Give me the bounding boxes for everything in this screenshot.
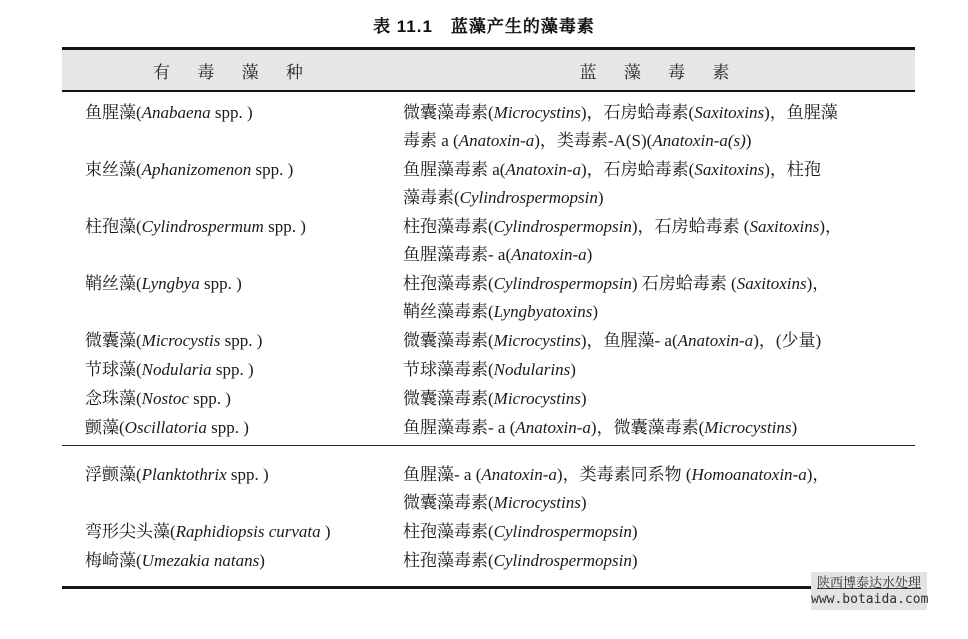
table-row [62, 213, 915, 269]
table-section [62, 446, 915, 586]
species-cell: 微囊藻(Microcystis spp. ) [85, 331, 263, 350]
table-row [62, 414, 915, 442]
toxins-cell: 鱼腥藻毒素- a (Anatoxin-a)，微囊藻毒素(Microcystins) [403, 418, 798, 437]
page-title: 表 11.1 蓝藻产生的藻毒素 [373, 17, 595, 36]
toxins-cell: 微囊藻毒素(Microcystins)，鱼腥藻- a(Anatoxin-a)，(少量) [403, 331, 822, 350]
table-row [62, 356, 915, 384]
species-cell: 鱼腥藻(Anabaena spp. ) [85, 103, 253, 122]
toxins-cell: 鱼腥藻毒素 a(Anatoxin-a)，石房蛤毒素(Saxitoxins)，柱孢 藻毒素(Cylindrospermopsin) [403, 160, 821, 207]
species-cell: 鞘丝藻(Lyngbya spp. ) [85, 274, 242, 293]
toxins-cell: 柱孢藻毒素(Cylindrospermopsin) 石房蛤毒素 (Saxitoxins)， 鞘丝藻毒素(Lyngbyatoxins) [403, 274, 830, 321]
watermark-badge [811, 572, 927, 610]
species-cell: 节球藻(Nodularia spp. ) [85, 360, 254, 379]
species-cell: 弯形尖头藻(Raphidiopsis curvata ) [85, 522, 331, 541]
table-row [62, 461, 915, 517]
toxins-cell: 柱孢藻毒素(Cylindrospermopsin)，石房蛤毒素 (Saxitoxins)， 鱼腥藻毒素- a(Anatoxin-a) [403, 217, 843, 264]
table-row [62, 327, 915, 355]
header-species-column: 有 毒 藻 种 [153, 62, 312, 82]
cyanotoxin-table [62, 47, 915, 589]
table-row [62, 270, 915, 326]
table-body [62, 92, 915, 586]
toxins-cell: 微囊藻毒素(Microcystins)，石房蛤毒素(Saxitoxins)，鱼腥藻 毒素 a (Anatoxin-a)，类毒素-A(S)(Anatoxin-a(s)) [403, 103, 838, 150]
species-cell: 颤藻(Oscillatoria spp. ) [85, 418, 249, 437]
table-section [62, 92, 915, 445]
toxins-cell: 柱孢藻毒素(Cylindrospermopsin) [403, 522, 638, 541]
watermark-company-name: 陕西博泰达水处理 [816, 575, 921, 590]
species-cell: 梅崎藻(Umezakia natans) [85, 551, 265, 570]
toxins-cell: 微囊藻毒素(Microcystins) [403, 389, 587, 408]
watermark-url: www.botaida.com [811, 592, 929, 607]
table-row [62, 156, 915, 212]
table-row [62, 518, 915, 546]
species-cell: 念珠藻(Nostoc spp. ) [85, 389, 231, 408]
toxins-cell: 柱孢藻毒素(Cylindrospermopsin) [403, 551, 638, 570]
table-row [62, 547, 915, 575]
table-header-row [62, 50, 915, 92]
species-cell: 柱孢藻(Cylindrospermum spp. ) [85, 217, 306, 236]
table-row [62, 385, 915, 413]
toxins-cell: 鱼腥藻- a (Anatoxin-a)，类毒素同系物 (Homoanatoxin-a)， 微囊藻毒素(Microcystins) [403, 465, 830, 512]
header-toxins-column: 蓝 藻 毒 素 [579, 62, 739, 82]
toxins-cell: 节球藻毒素(Nodularins) [403, 360, 576, 379]
species-cell: 束丝藻(Aphanizomenon spp. ) [85, 160, 294, 179]
species-cell: 浮颤藻(Planktothrix spp. ) [85, 465, 269, 484]
table-row [62, 99, 915, 155]
